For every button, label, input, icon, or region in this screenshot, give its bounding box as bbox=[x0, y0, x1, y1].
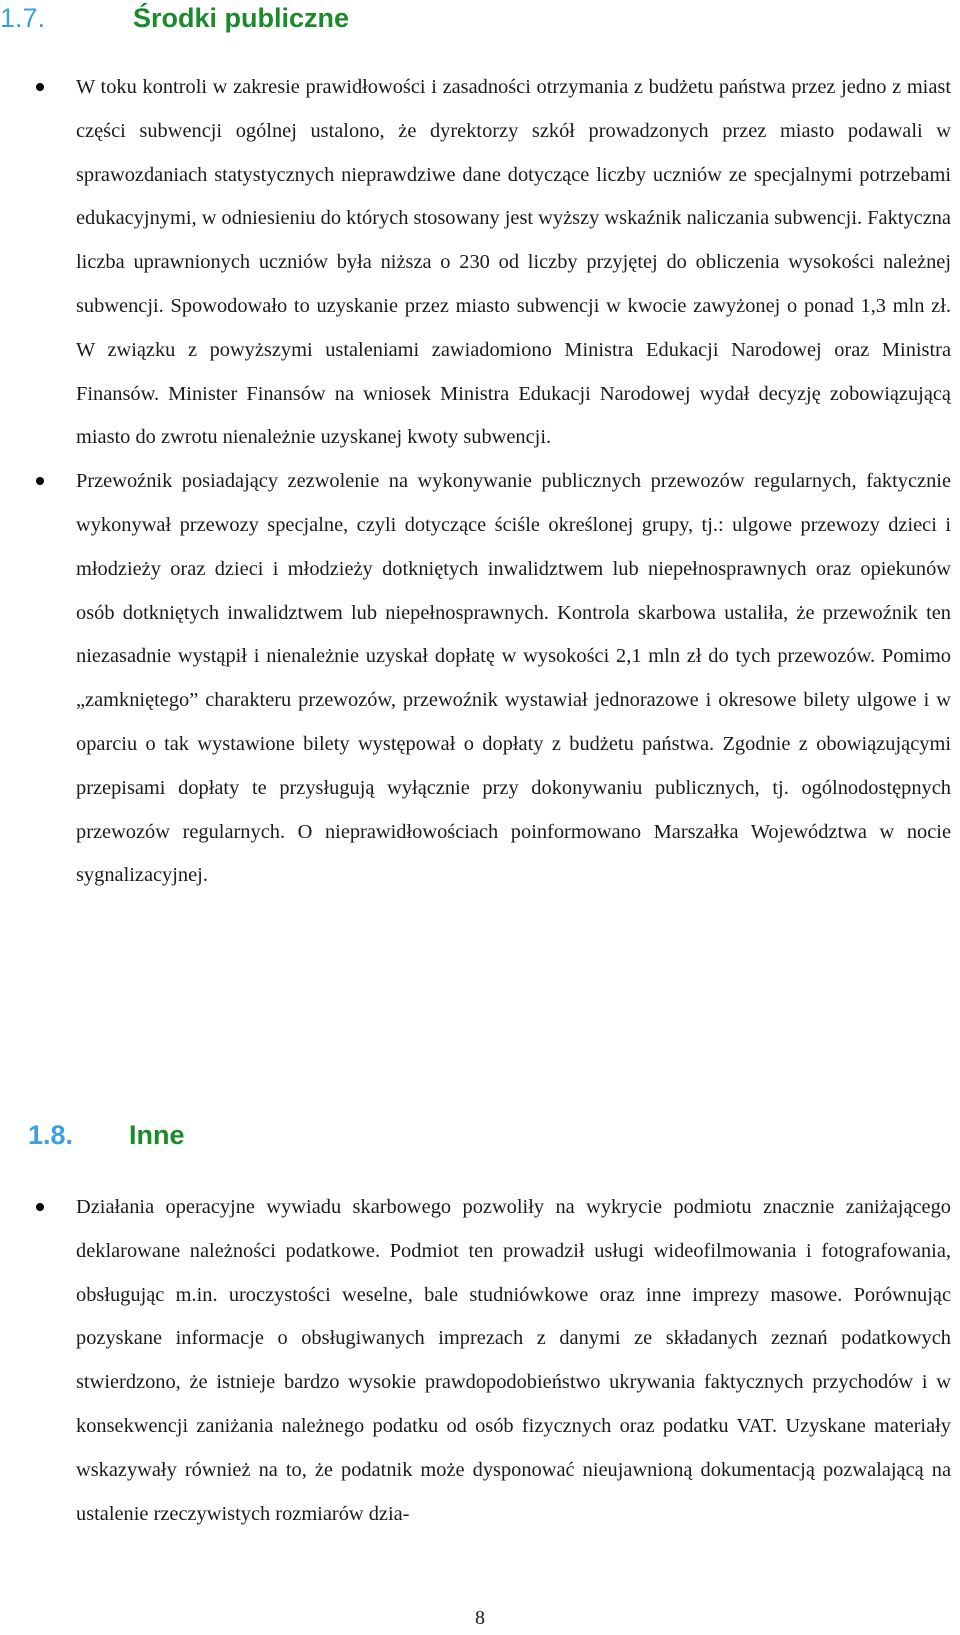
paragraph-text: Przewoźnik posiadający zezwolenie na wykonywanie publicznych przewozów regularnych, faktycznie wykonywał przewozy specjalne, czyli dotyczące ściśle określonej grupy, tj.: ulgowe przewozy dzieci i młodzieży oraz dzieci i młodzieży dotkniętych inwalidztwem lub niepełnosprawnych oraz opiekunów osób dotkniętych inwalidztwem lub niepełnosprawnych. Kontrola skarbowa ustaliła, że przewoźnik ten niezasadnie wystąpił i nienależnie uzyskał dopłatę w wysokości 2,1 mln zł do tych przewozów. Pomimo „zamkniętego” charakteru przewozów, przewoźnik wystawiał jednorazowe i okresowe bilety ulgowe i w oparciu o tak wystawione bilety występował o dopłaty z budżetu państwa. Zgodnie z obowiązującymi przepisami dopłaty te przysługują wyłącznie przy dokonywaniu publicznych, tj. ogólnodostępnych przewozów regularnych. O nieprawidłowościach poinformowano Marszałka Województwa w nocie sygnalizacyjnej. bbox=[76, 470, 951, 887]
section-number: 1.7. bbox=[0, 3, 46, 33]
bullet-icon bbox=[36, 477, 44, 485]
bullet-icon bbox=[36, 83, 44, 91]
section-1-8-list bbox=[0, 1186, 960, 1536]
list-item bbox=[0, 66, 951, 460]
list-item bbox=[0, 1186, 951, 1536]
section-1-7-list bbox=[0, 66, 960, 898]
page-number: 8 bbox=[475, 1607, 485, 1629]
paragraph-text: W toku kontroli w zakresie prawidłowości i zasadności otrzymania z budżetu państwa przez jedno z miast części subwencji ogólnej ustalono, że dyrektorzy szkół prowadzonych przez miasto podawali w sprawozdaniach statystycznych nieprawdziwe dane dotyczące liczby uczniów ze specjalnymi potrzebami edukacyjnymi, w odniesieniu do których stosowany jest wyższy wskaźnik naliczania subwencji. Faktyczna liczba uprawnionych uczniów była niższa o 230 od liczby przyjętej do obliczenia wysokości należnej subwencji. Spowodowało to uzyskanie przez miasto subwencji w kwocie zawyżonej o ponad 1,3 mln zł. W związku z powyższymi ustaleniami zawiadomiono Ministra Edukacji Narodowej oraz Ministra Finansów. Minister Finansów na wniosek Ministra Edukacji Narodowej wydał decyzję zobowiązującą miasto do zwrotu nienależnie uzyskanej kwoty subwencji. bbox=[76, 76, 951, 449]
section-title: Inne bbox=[129, 1120, 185, 1150]
section-title: Środki publiczne bbox=[133, 3, 350, 33]
section-heading-1-7 bbox=[0, 0, 349, 36]
section-number: 1.8. bbox=[28, 1120, 74, 1150]
paragraph-text: Działania operacyjne wywiadu skarbowego pozwoliły na wykrycie podmiotu znacznie zaniżającego deklarowane należności podatkowe. Podmiot ten prowadził usługi wideofilmowania i fotografowania, obsługując m.in. uroczystości weselne, bale studniówkowe oraz inne imprezy masowe. Porównując pozyskane informacje o obsługiwanych imprezach z danymi ze składanych zeznań podatkowych stwierdzono, że istnieje bardzo wysokie prawdopodobieństwo ukrywania faktycznych przychodów i w konsekwencji zaniżania należnego podatku od osób fizycznych oraz podatku VAT. Uzyskane materiały wskazywały również na to, że podatnik może dysponować nieujawnioną dokumentacją pozwalającą na ustalenie rzeczywistych rozmiarów dzia- bbox=[76, 1196, 951, 1525]
bullet-icon bbox=[36, 1203, 44, 1211]
section-heading-1-8 bbox=[28, 1117, 185, 1153]
list-item bbox=[0, 460, 951, 898]
